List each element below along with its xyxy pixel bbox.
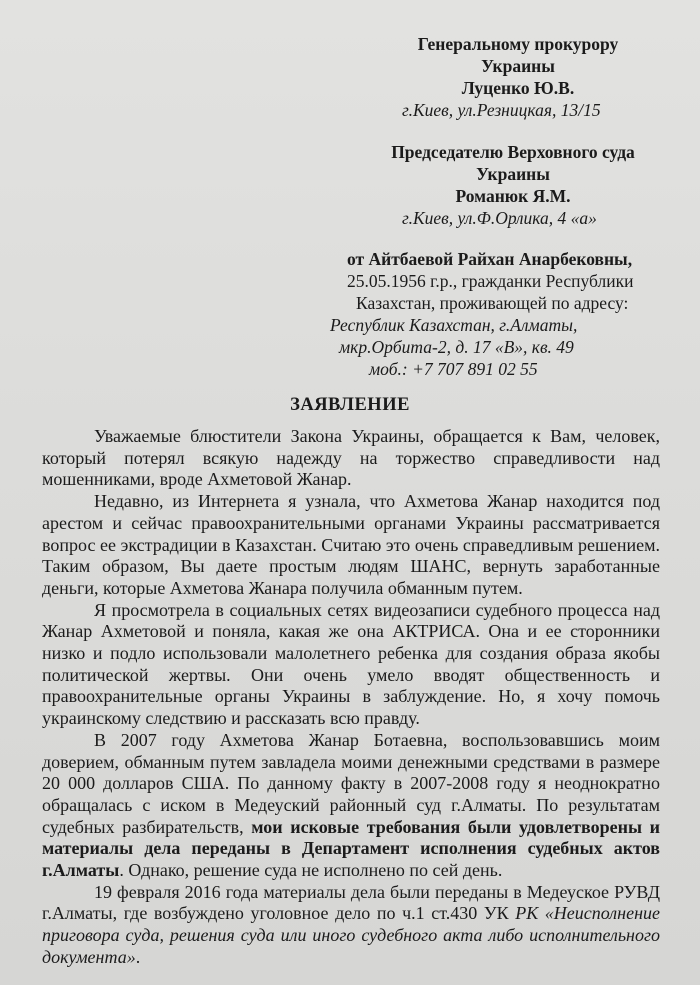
document-body xyxy=(42,426,660,969)
paragraph-5-italic-text: РК «Неисполнение приговора суда, решения суда или иного судебного акта либо исполнительного документа» xyxy=(42,903,660,967)
sender-phone: моб.: +7 707 891 02 55 xyxy=(369,359,538,379)
paragraph-4-text-end: . Однако, решение суда не исполнено по сей день. xyxy=(119,860,503,881)
recipient-country: Украины xyxy=(481,56,555,76)
paragraph-4 xyxy=(42,730,660,882)
document-title: ЗАЯВЛЕНИЕ xyxy=(290,395,410,415)
recipient-name: Романюк Я.М. xyxy=(455,186,571,206)
paragraph-1: Уважаемые блюстители Закона Украины, обращается к Вам, человек, который потерял всякую надежду на торжество справедливости над мошенниками, вроде Ахметовой Жанар. xyxy=(42,426,660,490)
recipient-name: Луценко Ю.В. xyxy=(461,78,575,98)
recipient-title: Генеральному прокурору xyxy=(417,34,619,54)
recipient-block-prosecutor xyxy=(398,33,638,121)
recipient-block-supreme-court xyxy=(372,141,654,229)
sender-address-line: Республик Казахстан, г.Алматы, xyxy=(330,315,578,335)
paragraph-5 xyxy=(42,882,660,969)
recipient-title: Председателю Верховного суда xyxy=(391,142,635,162)
sender-details-line: 25.05.1956 г.р., гражданки Республики xyxy=(347,271,634,291)
sender-address-line: мкр.Орбита-2, д. 17 «В», кв. 49 xyxy=(339,337,574,357)
paragraph-2: Недавно, из Интернета я узнала, что Ахметова Жанар находится под арестом и сейчас правоохранительными органами Украины рассматривается вопрос ее экстрадиции в Казахстан. Считаю это очень справедливым решением. Таким образом, Вы даете простым людям ШАНС, вернуть заработанные деньги, которые Ахметова Жанара получила обманным путем. xyxy=(42,491,660,598)
recipient-address: г.Киев, ул.Ф.Орлика, 4 «а» xyxy=(402,208,597,228)
recipient-country: Украины xyxy=(476,164,550,184)
paragraph-5-text-end: . xyxy=(135,946,141,967)
sender-name: от Айтбаевой Райхан Анарбековны, xyxy=(347,249,633,269)
recipient-address: г.Киев, ул.Резницкая, 13/15 xyxy=(402,100,601,120)
sender-details-line: Казахстан, проживающей по адресу: xyxy=(356,293,629,313)
paragraph-3: Я просмотрела в социальных сетях видеозаписи судебного процесса над Жанар Ахметовой и поняла, какая же она АКТРИСА. Она и ее сторонники низко и подло использовали малолетнего ребенка для создания образа якобы политической жертвы. Они очень умело вводят общественность и правоохранительные органы Украины в заблуждение. Но, я хочу помочь украинскому следствию и рассказать всю правду. xyxy=(42,599,660,729)
paragraph-4-bold-text: мои исковые требования были удовлетворены и материалы дела переданы в Департамент исполнения судебных актов г.Алматы xyxy=(42,816,661,881)
sender-block xyxy=(330,248,677,380)
paragraph-5-text: 19 февраля 2016 года материалы дела были переданы в Медеуское РУВД г.Алматы, где возбуждено уголовное дело по ч.1 ст.430 УК xyxy=(42,881,660,924)
paragraph-4-text: В 2007 году Ахметова Жанар Ботаевна, воспользовавшись моим доверием, обманным путем завладела моими денежными средствами в размере 20 000 долларов США. По данному факту в 2007-2008 году я неоднократно обращалась с иском в Медеуский районный суд г.Алматы. По результатам судебных разбирательств, xyxy=(42,729,660,837)
